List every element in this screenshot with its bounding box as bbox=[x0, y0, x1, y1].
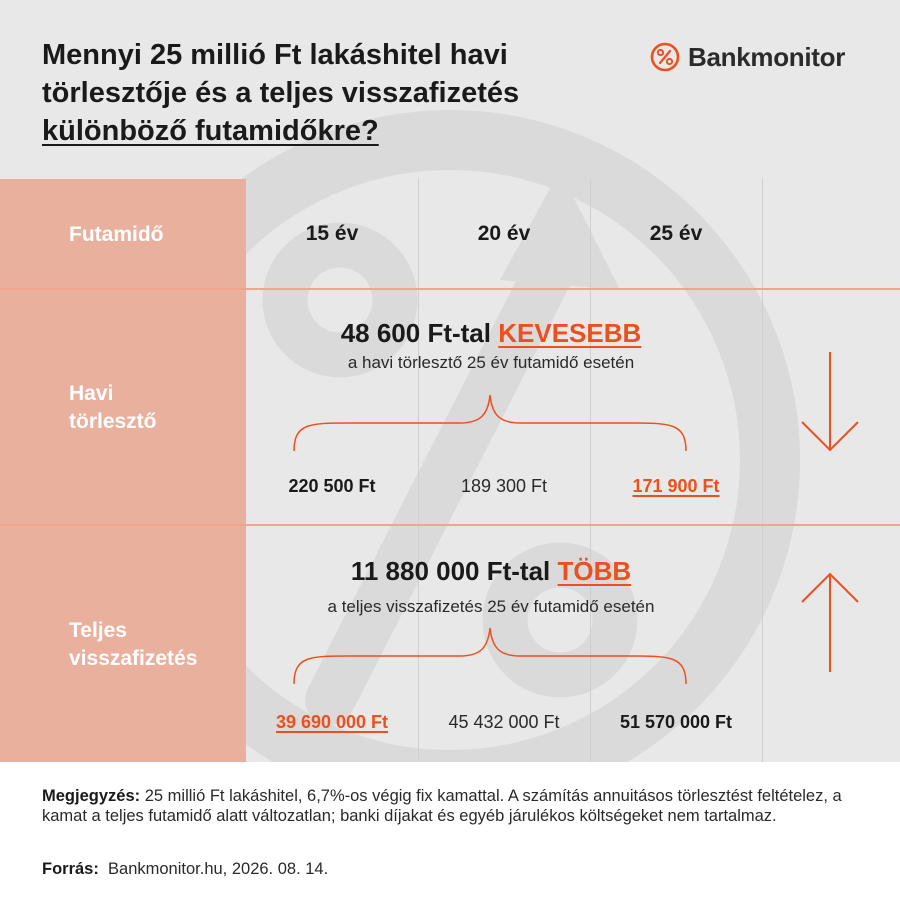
footnote-text: 25 millió Ft lakáshitel, 6,7%-os végig fix kamattal. A számítás annuitásos törlesztést feltételez, a kamat a teljes futamidő alatt változatlan; banki díjakat és egyéb járulékos költségeket nem tartalmaz. bbox=[42, 787, 842, 825]
term-label: Futamidő bbox=[69, 223, 164, 246]
term-20-years: 20 év bbox=[477, 222, 531, 245]
total-label-line-2: visszafizetés bbox=[69, 647, 198, 670]
total-label-line-1: Teljes bbox=[69, 619, 127, 642]
total-value-20: 45 432 000 Ft bbox=[448, 712, 560, 732]
row-label-total bbox=[69, 617, 197, 673]
monthly-value-15: 220 500 Ft bbox=[288, 476, 376, 496]
row-divider bbox=[0, 524, 900, 526]
row-divider bbox=[0, 288, 900, 290]
monthly-headline-amount: 48 600 Ft-tal bbox=[340, 318, 491, 348]
arrow-down-icon bbox=[800, 350, 860, 454]
monthly-label-line-1: Havi bbox=[69, 382, 114, 405]
monthly-value-25: 171 900 Ft bbox=[632, 476, 720, 496]
footer bbox=[0, 762, 900, 900]
source-line bbox=[42, 860, 328, 879]
monthly-value-20: 189 300 Ft bbox=[460, 476, 548, 496]
page-title bbox=[42, 36, 622, 150]
total-value-25: 51 570 000 Ft bbox=[619, 712, 733, 732]
total-value-15: 39 690 000 Ft bbox=[275, 712, 389, 732]
total-headline-highlight: TÖBB bbox=[557, 556, 632, 586]
title-line-3: különböző futamidőkre? bbox=[42, 115, 379, 147]
total-headline bbox=[246, 556, 736, 587]
monthly-subtext: a havi törlesztő 25 év futamidő esetén bbox=[347, 353, 635, 372]
monthly-headline-highlight: KEVESEBB bbox=[498, 318, 642, 348]
title-line-2: törlesztője és a teljes visszafizetés bbox=[42, 77, 520, 109]
footnote-label: Megjegyzés: bbox=[42, 787, 141, 805]
total-brace bbox=[290, 626, 690, 686]
monthly-label-line-2: törlesztő bbox=[69, 410, 157, 433]
source-text: Bankmonitor.hu, 2026. 08. 14. bbox=[108, 860, 329, 878]
brand-logo bbox=[650, 40, 845, 74]
term-25-years: 25 év bbox=[649, 222, 703, 245]
row-label-term bbox=[69, 221, 164, 249]
arrow-up-icon bbox=[800, 570, 860, 674]
column-divider bbox=[762, 179, 763, 762]
monthly-brace bbox=[290, 393, 690, 453]
percent-circle-icon bbox=[650, 42, 680, 72]
brand-name: Bankmonitor bbox=[688, 41, 846, 72]
row-label-column bbox=[0, 179, 246, 762]
total-headline-amount: 11 880 000 Ft-tal bbox=[350, 556, 551, 586]
monthly-headline bbox=[246, 318, 736, 349]
title-line-1: Mennyi 25 millió Ft lakáshitel havi bbox=[42, 39, 508, 71]
source-label: Forrás: bbox=[42, 860, 99, 878]
footnote bbox=[42, 786, 872, 826]
term-15-years: 15 év bbox=[305, 222, 359, 245]
total-subtext: a teljes visszafizetés 25 év futamidő esetén bbox=[327, 597, 655, 616]
row-label-monthly bbox=[69, 380, 157, 436]
